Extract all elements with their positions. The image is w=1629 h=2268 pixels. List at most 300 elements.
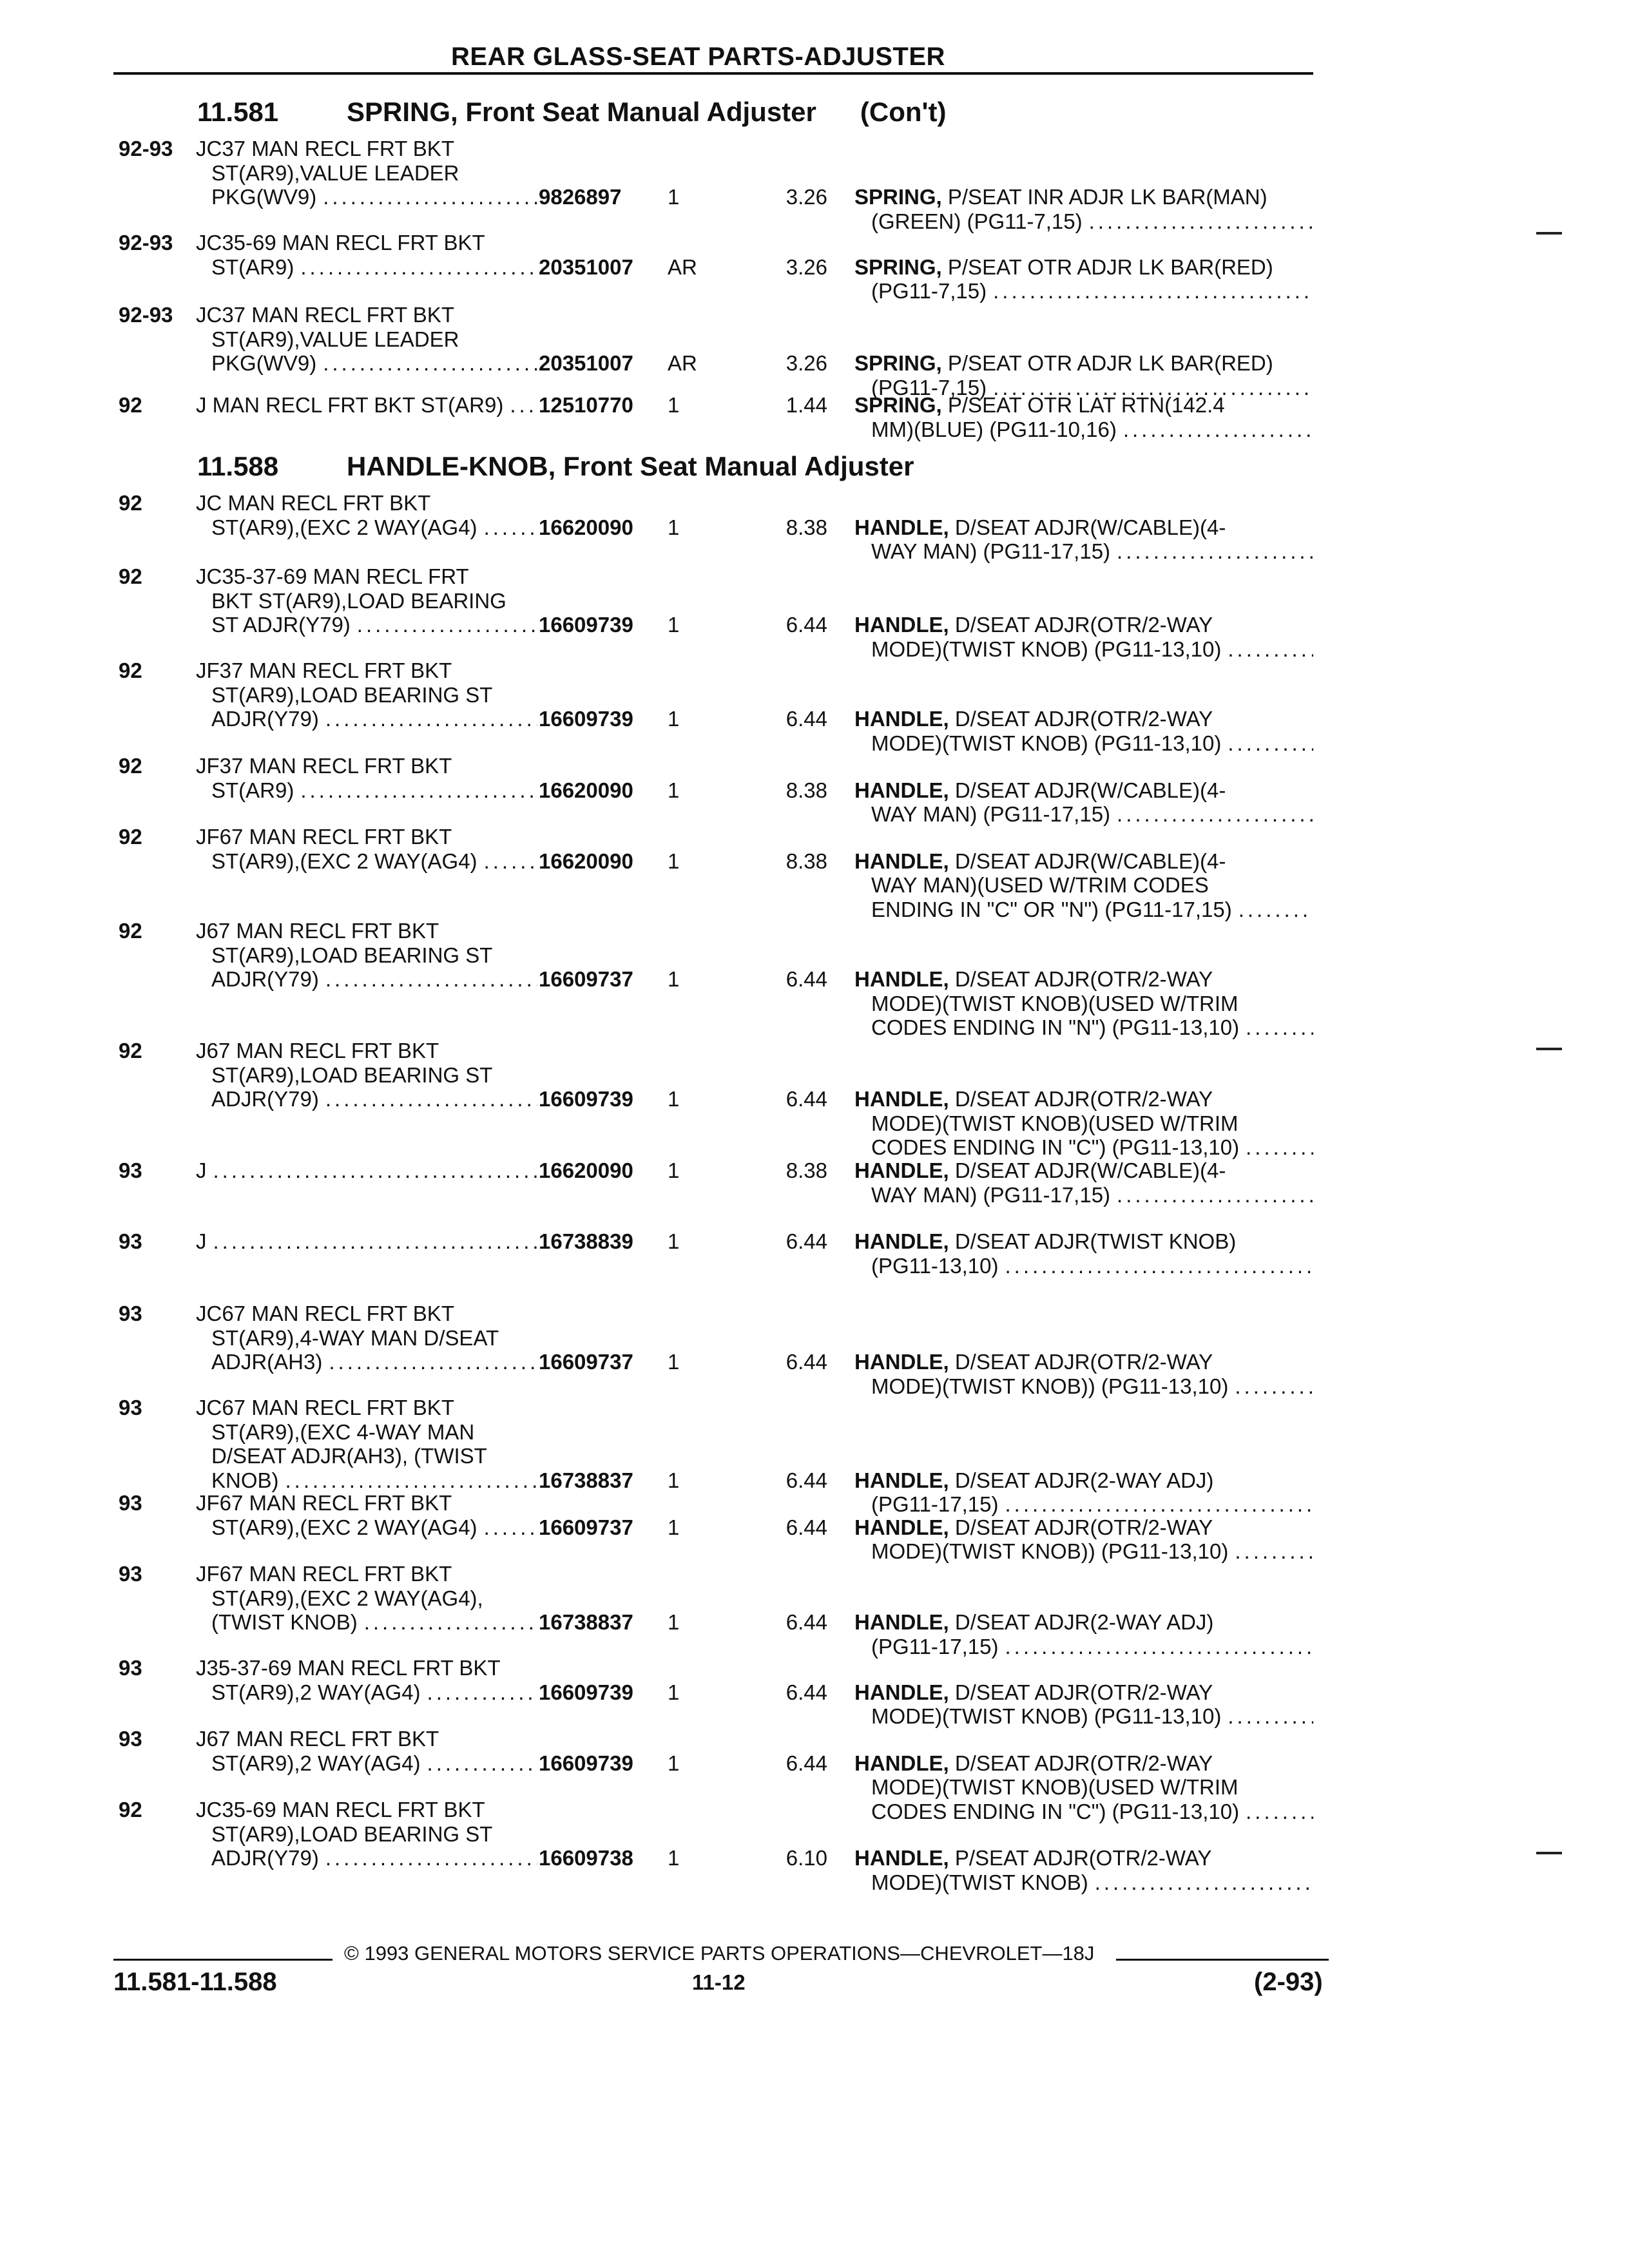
dot-leader [319,1846,537,1870]
dot-leader [1228,1539,1313,1564]
description-line: J67 MAN RECL FRT BKT [196,1039,439,1062]
description-line: ST(AR9),LOAD BEARING ST [211,943,493,967]
part-name-line [854,1087,1313,1111]
dot-leader [477,849,537,874]
description-line: ST(AR9),4-WAY MAN D/SEAT [211,1325,499,1350]
footer-rule-left [113,1959,333,1961]
description-line [196,1680,537,1705]
description-line: JC37 MAN RECL FRT BKT [196,137,454,160]
model-year: 92-93 [119,231,173,255]
dot-leader [477,1515,537,1540]
part-name-line [854,1635,1313,1659]
part-name-text: P/SEAT OTR ADJR LK BAR(RED) [947,351,1273,375]
dot-leader [1088,1870,1313,1895]
part-name-line [854,613,1313,637]
part-name [854,1350,1313,1398]
part-name-line [854,279,1313,303]
edge-mark [1536,1852,1562,1854]
application-description [196,1229,537,1254]
quantity: 1 [668,778,680,802]
part-name-line [854,898,1313,922]
description-line: JF67 MAN RECL FRT BKT [196,1562,452,1586]
description-line: JF37 MAN RECL FRT BKT [196,754,452,778]
model-year: 92 [119,564,142,588]
section-header [197,451,914,482]
footer-copyright: © 1993 GENERAL MOTORS SERVICE PARTS OPERATIONS—CHEVROLET—18J [344,1942,1095,1965]
part-name-text: MODE)(TWIST KNOB) (PG11-13,10) [871,731,1222,755]
quantity: 1 [668,707,680,731]
part-name-keyword: HANDLE, [854,613,949,637]
part-name-text: (PG11-7,15) [871,279,987,303]
quantity: 1 [668,393,680,417]
description-line: BKT ST(AR9),LOAD BEARING [211,588,506,613]
description-text: KNOB) [211,1468,279,1492]
dot-leader [322,1350,537,1374]
part-name-line [854,1374,1313,1399]
dot-leader [1239,1800,1313,1824]
part-number: 16609739 [539,1751,633,1775]
section-title: SPRING, Front Seat Manual Adjuster [347,97,816,127]
part-name-line [854,351,1313,376]
dot-leader [421,1680,537,1705]
part-name-line [854,255,1313,280]
price: 3.26 [786,255,827,279]
part-number: 16620090 [539,515,633,539]
application-description [196,231,537,279]
part-name-line [854,185,1313,209]
application-description [196,393,537,418]
application-description [196,1727,537,1775]
part-name-line [854,849,1313,874]
part-name-line [854,1846,1313,1870]
description-line [196,393,537,418]
part-name-text: D/SEAT ADJR(W/CABLE)(4- [954,1158,1226,1182]
description-text: ST(AR9),2 WAY(AG4) [211,1751,421,1775]
quantity: 1 [668,1846,680,1870]
model-year: 93 [119,1727,142,1751]
part-name-text: D/SEAT ADJR(W/CABLE)(4- [954,849,1226,873]
dot-leader [503,393,537,418]
price: 6.10 [786,1846,827,1870]
part-name-text: D/SEAT ADJR(TWIST KNOB) [954,1229,1237,1253]
price: 1.44 [786,393,827,417]
part-name-line: WAY MAN)(USED W/TRIM CODES [871,873,1209,897]
description-line [196,707,537,731]
application-description [196,1039,537,1111]
dot-leader [294,778,537,803]
part-number: 16609739 [539,1680,633,1704]
description-line [196,1751,537,1776]
part-name-text: D/SEAT ADJR(OTR/2-WAY [954,967,1213,991]
quantity: 1 [668,1515,680,1539]
dot-leader [1110,1183,1313,1207]
description-text: ST(AR9),2 WAY(AG4) [211,1680,421,1704]
description-text: ST(AR9) [211,778,294,802]
part-name-text: CODES ENDING IN "N") (PG11-13,10) [871,1015,1240,1039]
part-name [854,849,1313,922]
part-name [854,185,1313,233]
model-year: 92-93 [119,137,173,160]
description-line [196,1515,537,1540]
model-year: 93 [119,1491,142,1515]
part-name-text: WAY MAN) (PG11-17,15) [871,802,1111,826]
description-text: J [196,1158,207,1182]
description-line: ST(AR9),LOAD BEARING ST [211,1062,493,1087]
description-line [196,185,537,209]
part-name-text: P/SEAT OTR ADJR LK BAR(RED) [947,255,1273,279]
description-line: JC35-69 MAN RECL FRT BKT [196,1798,485,1821]
part-name-keyword: SPRING, [854,393,942,417]
part-name [854,255,1313,303]
part-name-keyword: HANDLE, [854,707,949,731]
dot-leader [207,1158,538,1183]
part-number: 16620090 [539,778,633,802]
part-name-line [854,1539,1313,1564]
dot-leader [1221,731,1313,756]
part-name-line [854,731,1313,756]
part-name-line [854,1183,1313,1207]
price: 3.26 [786,185,827,209]
part-name-text: D/SEAT ADJR(W/CABLE)(4- [954,778,1226,802]
description-line: ST(AR9),VALUE LEADER [211,160,459,185]
description-line [196,1350,537,1374]
part-name [854,1680,1313,1729]
description-line [196,1610,537,1635]
part-name-line [854,1492,1313,1517]
description-text: ST(AR9),(EXC 2 WAY(AG4) [211,1515,477,1539]
application-description [196,825,537,873]
quantity: AR [668,351,697,375]
part-name-text: D/SEAT ADJR(OTR/2-WAY [954,1087,1213,1111]
part-name [854,1515,1313,1564]
quantity: 1 [668,1751,680,1775]
description-line: ST(AR9),(EXC 4-WAY MAN [211,1419,475,1444]
description-text: J [196,1229,207,1253]
part-name-keyword: HANDLE, [854,515,949,539]
part-name [854,1158,1313,1207]
dot-leader [207,1229,538,1254]
part-number: 16609739 [539,707,633,731]
price: 6.44 [786,1515,827,1539]
application-description [196,1562,537,1635]
part-name-text: (PG11-17,15) [871,1492,999,1516]
dot-leader [1239,1015,1313,1040]
part-name-text: P/SEAT OTR LAT RTN(142.4 [947,393,1225,417]
part-number: 16620090 [539,1158,633,1182]
price: 6.44 [786,1229,827,1253]
description-line: JC67 MAN RECL FRT BKT [196,1396,454,1419]
part-name-keyword: HANDLE, [854,1515,949,1539]
model-year: 93 [119,1158,142,1182]
part-number: 16609739 [539,1087,633,1111]
application-description [196,1158,537,1183]
price: 6.44 [786,967,827,991]
footer-section-range: 11.581-11.588 [113,1968,277,1996]
model-year: 92 [119,658,142,682]
description-line [196,1087,537,1111]
application-description [196,303,537,376]
part-number: 16738837 [539,1468,633,1492]
section-number: 11.581 [197,97,279,127]
dot-leader [1228,1374,1313,1399]
part-name-line [854,778,1313,803]
part-name-keyword: SPRING, [854,185,942,209]
part-number: 16738837 [539,1610,633,1634]
part-name-keyword: HANDLE, [854,1610,949,1634]
description-text: PKG(WV9) [211,351,317,375]
part-name-line [854,1254,1313,1278]
description-line [196,1158,537,1183]
part-name-keyword: HANDLE, [854,1087,949,1111]
title-rule [113,72,1313,75]
part-name [854,351,1313,399]
description-line [196,967,537,992]
part-name-text: CODES ENDING IN "C") (PG11-13,10) [871,1135,1240,1159]
part-name-text: D/SEAT ADJR(OTR/2-WAY [954,1515,1213,1539]
section-title: HANDLE-KNOB, Front Seat Manual Adjuster [347,451,914,481]
part-name-text: D/SEAT ADJR(OTR/2-WAY [954,1350,1213,1374]
part-number: 20351007 [539,255,633,279]
part-name [854,1610,1313,1658]
part-name-text: D/SEAT ADJR(OTR/2-WAY [954,707,1213,731]
description-line: ST(AR9),VALUE LEADER [211,327,459,351]
part-name-keyword: HANDLE, [854,967,949,991]
model-year: 92 [119,825,142,849]
model-year: 92 [119,1039,142,1062]
part-name-line: MODE)(TWIST KNOB)(USED W/TRIM [871,1111,1239,1135]
part-name-keyword: HANDLE, [854,1229,949,1253]
dot-leader [319,1087,537,1111]
part-name-line [854,539,1313,564]
part-name-keyword: HANDLE, [854,1846,949,1870]
description-line [196,778,537,803]
dot-leader [421,1751,537,1776]
application-description [196,137,537,209]
part-name [854,1468,1313,1517]
part-name-line [854,1015,1313,1040]
description-line: ST(AR9),LOAD BEARING ST [211,682,493,707]
quantity: 1 [668,1350,680,1374]
price: 8.38 [786,515,827,539]
description-text: ADJR(Y79) [211,707,319,731]
description-text: (TWIST KNOB) [211,1610,358,1634]
part-name-text: (PG11-13,10) [871,1253,999,1278]
dot-leader [1110,802,1313,827]
part-name-text: MODE)(TWIST KNOB) [871,1870,1088,1894]
dot-leader [998,1492,1313,1517]
part-number: 16738839 [539,1229,633,1253]
part-name-text: (PG11-7,15) [871,375,987,399]
part-name [854,1229,1313,1278]
part-name-line [854,1515,1313,1540]
dot-leader [987,279,1313,303]
part-name-text: P/SEAT ADJR(OTR/2-WAY [954,1846,1212,1870]
part-name [854,393,1313,441]
part-name-line [854,1350,1313,1374]
part-name-text: WAY MAN) (PG11-17,15) [871,1182,1111,1207]
application-description [196,1656,537,1704]
dot-leader [1110,539,1313,564]
part-name-text: D/SEAT ADJR(OTR/2-WAY [954,1751,1213,1775]
part-name-line [854,1229,1313,1254]
description-text: ADJR(Y79) [211,967,319,991]
dot-leader [998,1635,1313,1659]
model-year: 92 [119,393,142,417]
price: 6.44 [786,1751,827,1775]
part-number: 16609738 [539,1846,633,1870]
description-line [196,255,537,280]
part-name [854,613,1313,661]
part-name-text: (GREEN) (PG11-7,15) [871,209,1083,233]
description-line: JC MAN RECL FRT BKT [196,491,431,515]
application-description [196,658,537,731]
part-name-line [854,1468,1313,1493]
part-name-line [854,802,1313,827]
part-number: 16609737 [539,967,633,991]
dot-leader [1083,209,1313,234]
dot-leader [1117,418,1313,442]
description-line: JC35-37-69 MAN RECL FRT [196,564,469,588]
footer-page-number: 11-12 [692,1970,746,1994]
quantity: 1 [668,1087,680,1111]
quantity: 1 [668,613,680,637]
dot-leader [316,351,537,376]
description-line [196,515,537,540]
description-line: J67 MAN RECL FRT BKT [196,919,439,943]
dot-leader [358,1610,537,1635]
application-description [196,754,537,802]
part-name-line [854,1680,1313,1705]
model-year: 93 [119,1396,142,1419]
part-name-line [854,1704,1313,1729]
dot-leader [1221,1704,1313,1729]
description-text: ST(AR9) [211,255,294,279]
description-line: JC35-69 MAN RECL FRT BKT [196,231,485,255]
part-number: 16609737 [539,1515,633,1539]
dot-leader [1239,1135,1313,1160]
price: 6.44 [786,707,827,731]
description-line [196,1468,537,1493]
description-text: ST(AR9),(EXC 2 WAY(AG4) [211,849,477,873]
part-name-line [854,637,1313,662]
application-description [196,491,537,539]
part-name-line [854,967,1313,992]
quantity: 1 [668,1610,680,1634]
price: 6.44 [786,1087,827,1111]
part-name-text: (PG11-17,15) [871,1634,999,1658]
part-name [854,1751,1313,1824]
part-name-text: MODE)(TWIST KNOB) (PG11-13,10) [871,1704,1222,1728]
dot-leader [1232,898,1313,922]
part-number: 16620090 [539,849,633,873]
application-description [196,564,537,637]
part-name-keyword: SPRING, [854,255,942,279]
description-line: J35-37-69 MAN RECL FRT BKT [196,1656,501,1680]
description-text: J MAN RECL FRT BKT ST(AR9) [196,393,504,417]
edge-mark [1536,232,1562,235]
price: 3.26 [786,351,827,375]
application-description [196,919,537,992]
quantity: 1 [668,185,680,209]
part-name-line [854,1800,1313,1824]
model-year: 92 [119,919,142,943]
footer-rule-right [1116,1959,1329,1961]
part-number: 16609739 [539,613,633,637]
part-name [854,707,1313,755]
part-name [854,515,1313,564]
part-name-text: P/SEAT INR ADJR LK BAR(MAN) [947,185,1268,209]
description-line [196,351,537,376]
part-name-line [854,707,1313,731]
description-line: J67 MAN RECL FRT BKT [196,1727,439,1751]
model-year: 93 [119,1656,142,1680]
part-number: 12510770 [539,393,633,417]
model-year: 92 [119,754,142,778]
quantity: 1 [668,1158,680,1182]
page-title: REAR GLASS-SEAT PARTS-ADJUSTER [451,43,945,71]
part-name-text: MODE)(TWIST KNOB) (PG11-13,10) [871,637,1222,661]
price: 8.38 [786,1158,827,1182]
dot-leader [294,255,537,280]
dot-leader [319,967,537,992]
part-name-line: MODE)(TWIST KNOB)(USED W/TRIM [871,991,1239,1015]
quantity: AR [668,255,697,279]
part-name-line [854,515,1313,540]
description-line: D/SEAT ADJR(AH3), (TWIST [211,1444,487,1468]
part-name-keyword: HANDLE, [854,1350,949,1374]
part-name-line [854,209,1313,234]
model-year: 92 [119,1798,142,1821]
dot-leader [1221,637,1313,662]
section-continued: (Con't) [860,97,947,127]
part-name-line: MODE)(TWIST KNOB)(USED W/TRIM [871,1775,1239,1799]
part-name [854,967,1313,1040]
part-name-line [854,418,1313,442]
footer-date: (2-93) [1254,1968,1323,1996]
description-line: JF67 MAN RECL FRT BKT [196,1491,452,1515]
part-name-text: WAY MAN) (PG11-17,15) [871,539,1111,563]
edge-mark [1536,1048,1562,1050]
description-line [196,1229,537,1254]
part-name-text: CODES ENDING IN "C") (PG11-13,10) [871,1799,1240,1823]
part-name [854,1087,1313,1160]
price: 6.44 [786,613,827,637]
description-line: JC67 MAN RECL FRT BKT [196,1302,454,1325]
model-year: 93 [119,1229,142,1253]
model-year: 92 [119,491,142,515]
part-name-text: D/SEAT ADJR(2-WAY ADJ) [954,1468,1214,1492]
price: 6.44 [786,1350,827,1374]
part-name-line [854,1870,1313,1895]
price: 6.44 [786,1680,827,1704]
model-year: 93 [119,1562,142,1586]
description-line: JF67 MAN RECL FRT BKT [196,825,452,849]
model-year: 92-93 [119,303,173,327]
part-name [854,1846,1313,1894]
application-description [196,1491,537,1539]
part-number: 16609737 [539,1350,633,1374]
price: 6.44 [786,1468,827,1492]
description-line [196,613,537,637]
description-line: ST(AR9),LOAD BEARING ST [211,1821,493,1846]
part-number: 20351007 [539,351,633,375]
dot-leader [477,515,537,540]
description-line [196,1846,537,1870]
dot-leader [316,185,537,209]
description-text: ADJR(Y79) [211,1846,319,1870]
price: 6.44 [786,1610,827,1634]
part-name-keyword: HANDLE, [854,849,949,873]
